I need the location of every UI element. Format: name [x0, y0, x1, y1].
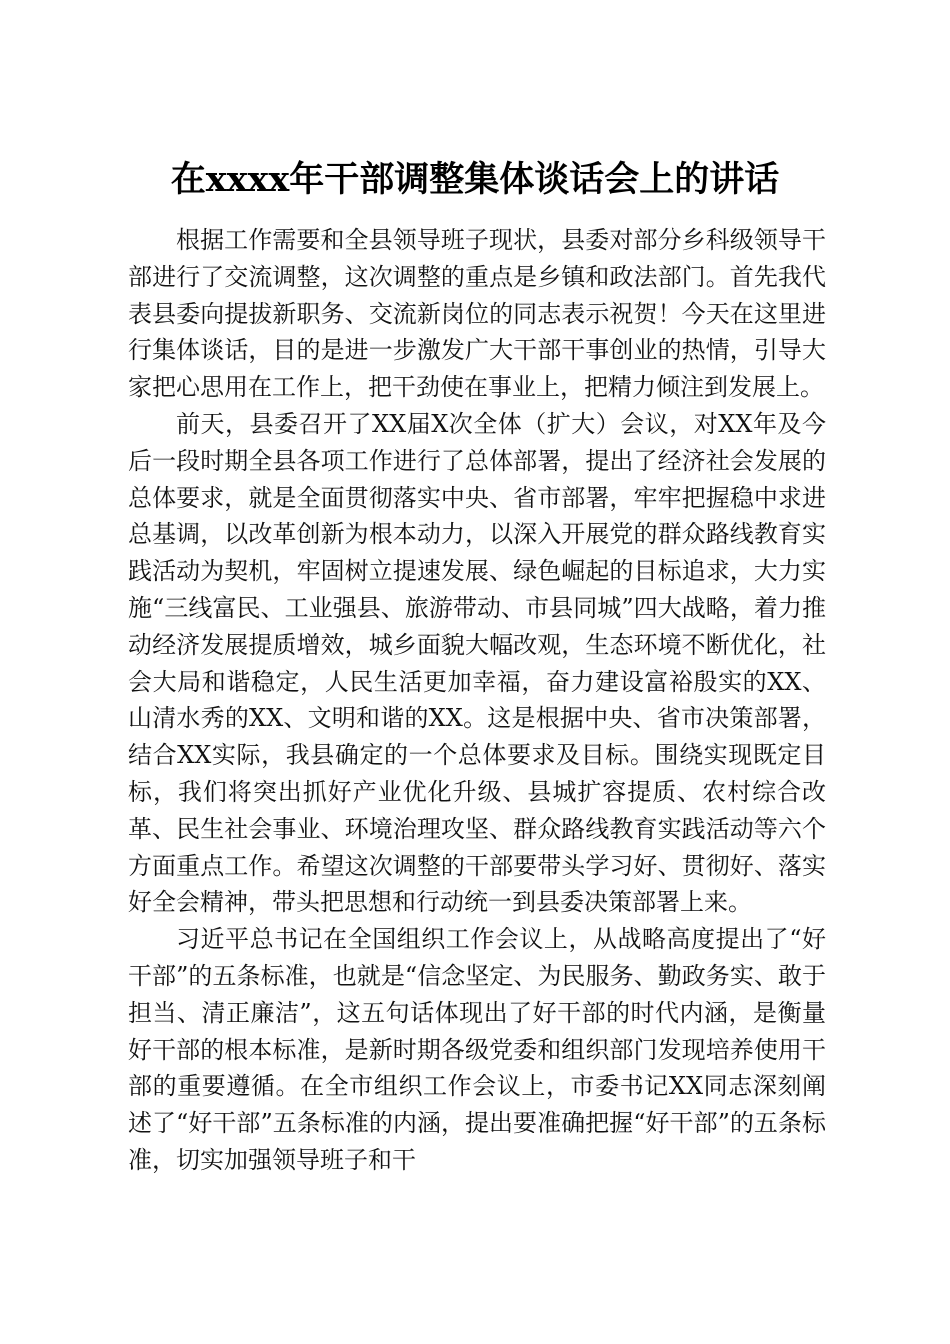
paragraph-2: 前天，县委召开了XX届X次全体（扩大）会议，对XX年及今后一段时期全县各项工作进行了总体部署，提出了经济社会发展的总体要求，就是全面贯彻落实中央、省市部署，牢牢把握稳中求进总基调，以改革创新为根本动力，以深入开展党的群众路线教育实践活动为契机，牢固树立提速发展、绿色崛起的目标追求，大力实施“三线富民、工业强县、旅游带动、市县同城”四大战略，着力推动经济发展提质增效，城乡面貌大幅改观，生态环境不断优化，社会大局和谐稳定，人民生活更加幸福，奋力建设富裕殷实的XX、山清水秀的XX、文明和谐的XX。这是根据中央、省市决策部署，结合XX实际，我县确定的一个总体要求及目标。围绕实现既定目标，我们将突出抓好产业优化升级、县城扩容提质、农村综合改革、民生社会事业、环境治理攻坚、群众路线教育实践活动等六个方面重点工作。希望这次调整的干部要带头学习好、贯彻好、落实好全会精神，带头把思想和行动统一到县委决策部署上来。: [128, 409, 826, 917]
paragraph-3: 习近平总书记在全国组织工作会议上，从战略高度提出了“好干部”的五条标准，也就是“信念坚定、为民服务、勤政务实、敢于担当、清正廉洁”，这五句话体现出了好干部的时代内涵，是衡量好干部的根本标准，是新时期各级党委和组织部门发现培养使用干部的重要遵循。在全市组织工作会议上，市委书记XX同志深刻阐述了“好干部”五条标准的内涵，提出要准确把握“好干部”的五条标准，切实加强领导班子和干: [128, 925, 826, 1174]
document-title: 在xxxx年干部调整集体谈话会上的讲话: [170, 159, 780, 200]
document-body: [128, 222, 826, 1179]
paragraph-1: 根据工作需要和全县领导班子现状，县委对部分乡科级领导干部进行了交流调整，这次调整的重点是乡镇和政法部门。首先我代表县委向提拔新职务、交流新岗位的同志表示祝贺！今天在这里进行集体谈话，目的是进一步激发广大干部干事创业的热情，引导大家把心思用在工作上，把干劲使在事业上，把精力倾注到发展上。: [128, 226, 826, 402]
